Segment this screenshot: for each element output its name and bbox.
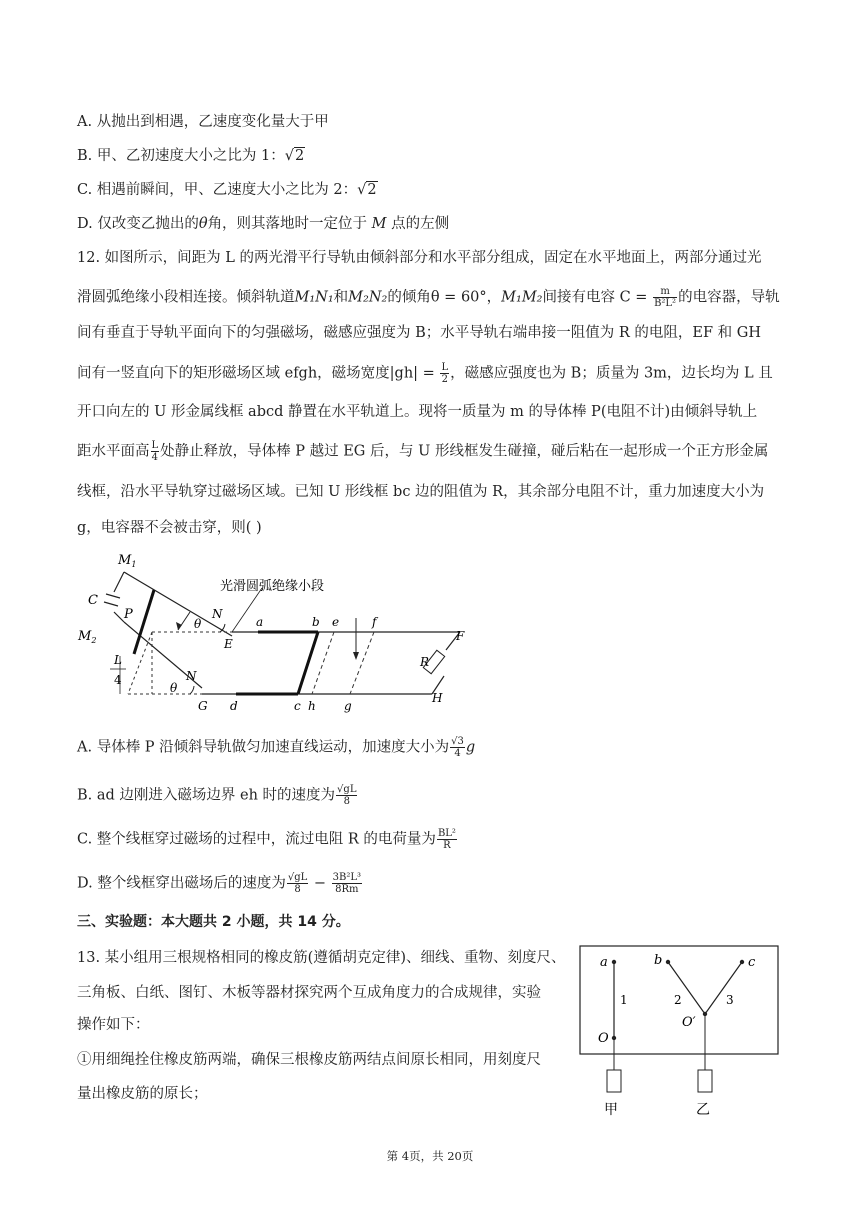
q13-line-2: 三角板、白纸、图钉、木板等器材探究两个互成角度力的合成规律，实验 — [77, 985, 541, 1001]
label-2: 2 — [674, 993, 682, 1007]
label-N2: N — [186, 669, 197, 683]
q11-option-a: A. 从抛出到相遇，乙速度变化量大于甲 — [77, 114, 329, 130]
label-P: P — [124, 607, 133, 622]
label-M2: $M_2$ — [78, 629, 97, 645]
label-O: O — [598, 1031, 609, 1046]
q12-line-5: 开口向左的 U 形金属线框 abcd 静置在水平轨道上。现将一质量为 m 的导体棒 P(电阻不计)由倾斜导轨上 — [77, 404, 758, 420]
label-yi: 乙 — [696, 1102, 710, 1118]
q12-line-2: 滑圆弧绝缘小段相连接。倾斜轨道M₁N₁和M₂N₂的倾角θ = 60°，M₁M₂间接有电容 C = $\frac{m}{\text{B²L²}}$ 的电容器，导轨 — [77, 286, 780, 309]
label-e: e — [332, 615, 340, 629]
q12-option-c: C. 整个线框穿过磁场的过程中，流过电阻 R 的电荷量为 $\frac{\text{BL²}}{R}$ — [77, 828, 456, 851]
page-footer: 第 4页，共 20页 — [386, 1149, 474, 1163]
label-b-13: b — [654, 953, 663, 968]
q12-rail-figure — [72, 548, 492, 718]
label-H: H — [432, 691, 443, 705]
label-c-13: c — [748, 955, 756, 970]
q12-option-a: A. 导体棒 P 沿倾斜导轨做匀加速直线运动，加速度大小为 $\frac{√3}{4}$ g — [77, 736, 476, 759]
label-4: 4 — [114, 673, 122, 687]
label-R: R — [420, 655, 430, 669]
q12-line-4: 间有一竖直向下的矩形磁场区域 efgh，磁场宽度|gh| = $\frac{L}{2}$ ，磁感应强度也为 B；质量为 3m，边长均为 L 且 — [77, 362, 773, 385]
q11-option-b: B. 甲、乙初速度大小之比为 1：√2 — [77, 148, 305, 164]
q12-line-1: 12. 如图所示，间距为 L 的两光滑平行导轨由倾斜部分和水平部分组成，固定在水平地面上，两部分通过光 — [77, 250, 762, 266]
label-d: d — [230, 699, 238, 713]
label-theta-2: θ — [170, 681, 178, 695]
label-M1: $M_1$ — [118, 553, 137, 569]
label-F: F — [456, 629, 465, 643]
label-1: 1 — [620, 993, 628, 1007]
label-N1: N — [212, 607, 223, 621]
label-c: c — [294, 699, 301, 713]
label-O-prime: O′ — [682, 1015, 696, 1030]
label-a: a — [256, 615, 264, 629]
q12-line-8: g，电容器不会被击穿，则( ) — [77, 520, 262, 536]
q12-option-b: B. ad 边刚进入磁场边界 eh 时的速度为 $\frac{√gL}{8}$ — [77, 784, 357, 807]
label-L: L — [114, 653, 122, 667]
callout-label: 光滑圆弧绝缘小段 — [220, 579, 325, 594]
q12-line-6: 距水平面高 $\frac{L}{4}$ 处静止释放，导体棒 P 越过 EG 后，与 U 形线框发生碰撞，碰后粘在一起形成一个正方形金属 — [77, 440, 769, 463]
q13-rubber-band-figure — [578, 942, 786, 1122]
q13-line-1: 13. 某小组用三根规格相同的橡皮筋(遵循胡克定律)、细线、重物、刻度尺、 — [77, 950, 566, 966]
q12-option-d: D. 整个线框穿出磁场后的速度为 $\frac{√gL}{8}$ − $\frac{\text{3B²L³}}{8Rm}$ — [77, 872, 361, 895]
label-a-13: a — [600, 955, 608, 970]
label-jia: 甲 — [604, 1102, 618, 1118]
label-3: 3 — [726, 993, 734, 1007]
q13-line-3: 操作如下： — [77, 1017, 150, 1033]
q11-option-c: C. 相遇前瞬间，甲、乙速度大小之比为 2：√2 — [77, 182, 377, 198]
label-theta-1: θ — [194, 617, 202, 631]
q13-line-4: ①用细绳拴住橡皮筋两端，确保三根橡皮筋两结点间原长相同，用刻度尺 — [77, 1052, 541, 1068]
q12-line-7: 线框，沿水平导轨穿过磁场区域。已知 U 形线框 bc 边的阻值为 R，其余部分电阻不计，重力加速度大小为 — [77, 484, 765, 500]
section-heading: 三、实验题：本大题共 2 小题，共 14 分。 — [77, 914, 350, 930]
q12-line-3: 间有垂直于导轨平面向下的匀强磁场，磁感应强度为 B；水平导轨右端串接一阻值为 R 的电阻，EF 和 GH — [77, 325, 761, 341]
label-f: f — [372, 615, 377, 629]
q11-option-d: D. 仅改变乙抛出的θ角，则其落地时一定位于 M 点的左侧 — [77, 216, 450, 232]
label-b: b — [312, 615, 320, 629]
label-E: E — [224, 637, 233, 651]
q13-line-5: 量出橡皮筋的原长； — [77, 1086, 208, 1102]
label-C: C — [88, 593, 98, 608]
label-g: g — [344, 699, 352, 713]
label-h: h — [308, 699, 316, 713]
label-G: G — [198, 699, 208, 713]
